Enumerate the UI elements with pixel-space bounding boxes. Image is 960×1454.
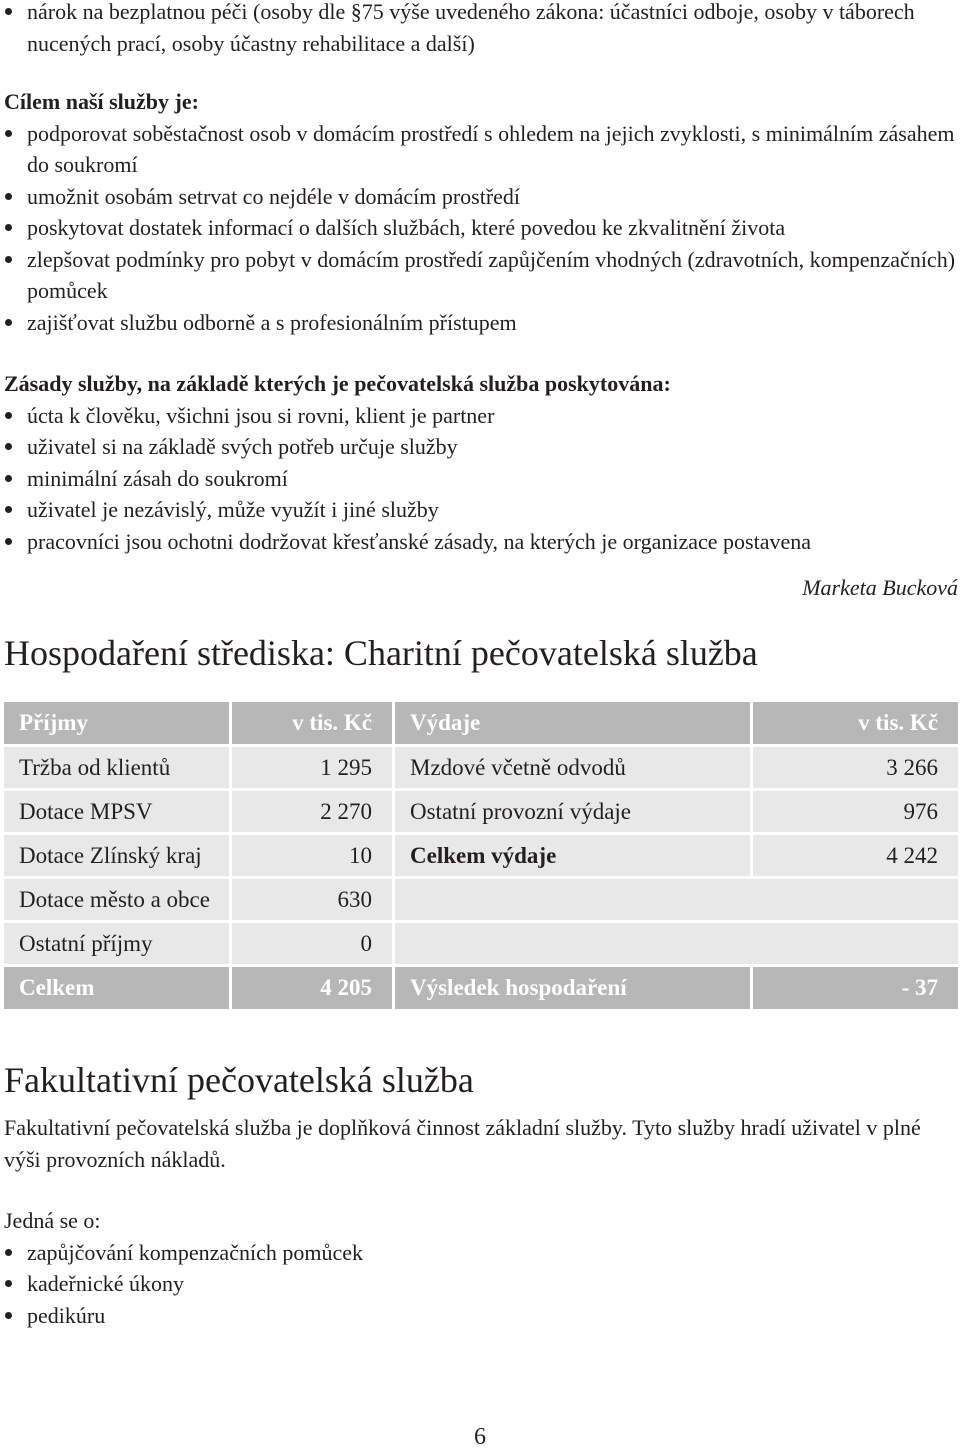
finance-table bbox=[1, 699, 960, 1012]
income-value: 2 270 bbox=[232, 791, 392, 832]
table-row bbox=[4, 747, 958, 788]
goals-heading: Cílem naší služby je: bbox=[4, 89, 199, 114]
income-total-label: Celkem bbox=[4, 967, 229, 1009]
expense-label: Mzdové včetně odvodů bbox=[395, 747, 750, 788]
expense-total-value: 4 242 bbox=[753, 835, 958, 876]
income-value: 0 bbox=[232, 923, 392, 964]
finance-title: Hospodaření střediska: Charitní pečovatelská služba bbox=[4, 633, 758, 673]
empty-cell bbox=[395, 923, 958, 964]
list-item: podporovat soběstačnost osob v domácím prostředí s ohledem na jejich zvyklosti, s minimálním zásahem do soukromí bbox=[4, 118, 958, 181]
table-row bbox=[4, 835, 958, 876]
income-total-value: 4 205 bbox=[232, 967, 392, 1009]
expense-value: 3 266 bbox=[753, 747, 958, 788]
optional-list-intro: Jedná se o: bbox=[4, 1208, 101, 1233]
expense-unit: v tis. Kč bbox=[753, 702, 958, 744]
principles-list bbox=[4, 400, 958, 558]
income-value: 10 bbox=[232, 835, 392, 876]
income-value: 1 295 bbox=[232, 747, 392, 788]
income-value: 630 bbox=[232, 879, 392, 920]
income-label: Tržba od klientů bbox=[4, 747, 229, 788]
list-item: umožnit osobám setrvat co nejdéle v domácím prostředí bbox=[4, 181, 958, 213]
expense-label: Ostatní provozní výdaje bbox=[395, 791, 750, 832]
list-item: uživatel je nezávislý, může využít i jiné služby bbox=[4, 494, 958, 526]
optional-service-title: Fakultativní pečovatelská služba bbox=[4, 1060, 474, 1100]
optional-service-paragraph: Fakultativní pečovatelská služba je doplňková činnost základní služby. Tyto služby hradí uživatel v plné výši provozních nákladů. bbox=[4, 1115, 921, 1172]
list-item: pedikúru bbox=[4, 1300, 958, 1332]
optional-list bbox=[4, 1237, 958, 1332]
principles-heading: Zásady služby, na základě kterých je pečovatelská služba poskytována: bbox=[4, 371, 671, 396]
list-item: poskytovat dostatek informací o dalších službách, které povedou ke zkvalitnění života bbox=[4, 212, 958, 244]
result-value: - 37 bbox=[753, 967, 958, 1009]
income-label: Ostatní příjmy bbox=[4, 923, 229, 964]
list-item: zlepšovat podmínky pro pobyt v domácím prostředí zapůjčením vhodných (zdravotních, kompenzačních) pomůcek bbox=[4, 244, 958, 307]
document-page bbox=[4, 0, 958, 1331]
list-item: úcta k člověku, všichni jsou si rovni, klient je partner bbox=[4, 400, 958, 432]
list-item: pracovníci jsou ochotni dodržovat křesťanské zásady, na kterých je organizace postavena bbox=[4, 526, 958, 558]
list-item: zajišťovat službu odborně a s profesionálním přístupem bbox=[4, 307, 958, 339]
intro-list bbox=[4, 0, 958, 59]
expense-value: 976 bbox=[753, 791, 958, 832]
goals-list bbox=[4, 118, 958, 339]
income-label: Dotace město a obce bbox=[4, 879, 229, 920]
expense-total-label: Celkem výdaje bbox=[395, 835, 750, 876]
income-header: Příjmy bbox=[4, 702, 229, 744]
list-item: uživatel si na základě svých potřeb určuje služby bbox=[4, 431, 958, 463]
table-row bbox=[4, 879, 958, 920]
list-item: minimální zásah do soukromí bbox=[4, 463, 958, 495]
empty-cell bbox=[395, 879, 958, 920]
income-label: Dotace MPSV bbox=[4, 791, 229, 832]
table-row bbox=[4, 923, 958, 964]
result-label: Výsledek hospodaření bbox=[395, 967, 750, 1009]
table-total-row bbox=[4, 967, 958, 1009]
expense-header: Výdaje bbox=[395, 702, 750, 744]
list-item: kadeřnické úkony bbox=[4, 1268, 958, 1300]
income-unit: v tis. Kč bbox=[232, 702, 392, 744]
list-item: zapůjčování kompenzačních pomůcek bbox=[4, 1237, 958, 1269]
table-header-row bbox=[4, 702, 958, 744]
list-item: nárok na bezplatnou péči (osoby dle §75 výše uvedeného zákona: účastníci odboje, osoby v táborech nucených prací, osoby účastny rehabilitace a další) bbox=[4, 0, 958, 59]
table-row bbox=[4, 791, 958, 832]
page-number: 6 bbox=[474, 1424, 486, 1450]
income-label: Dotace Zlínský kraj bbox=[4, 835, 229, 876]
signature: Marketa Bucková bbox=[802, 575, 958, 600]
